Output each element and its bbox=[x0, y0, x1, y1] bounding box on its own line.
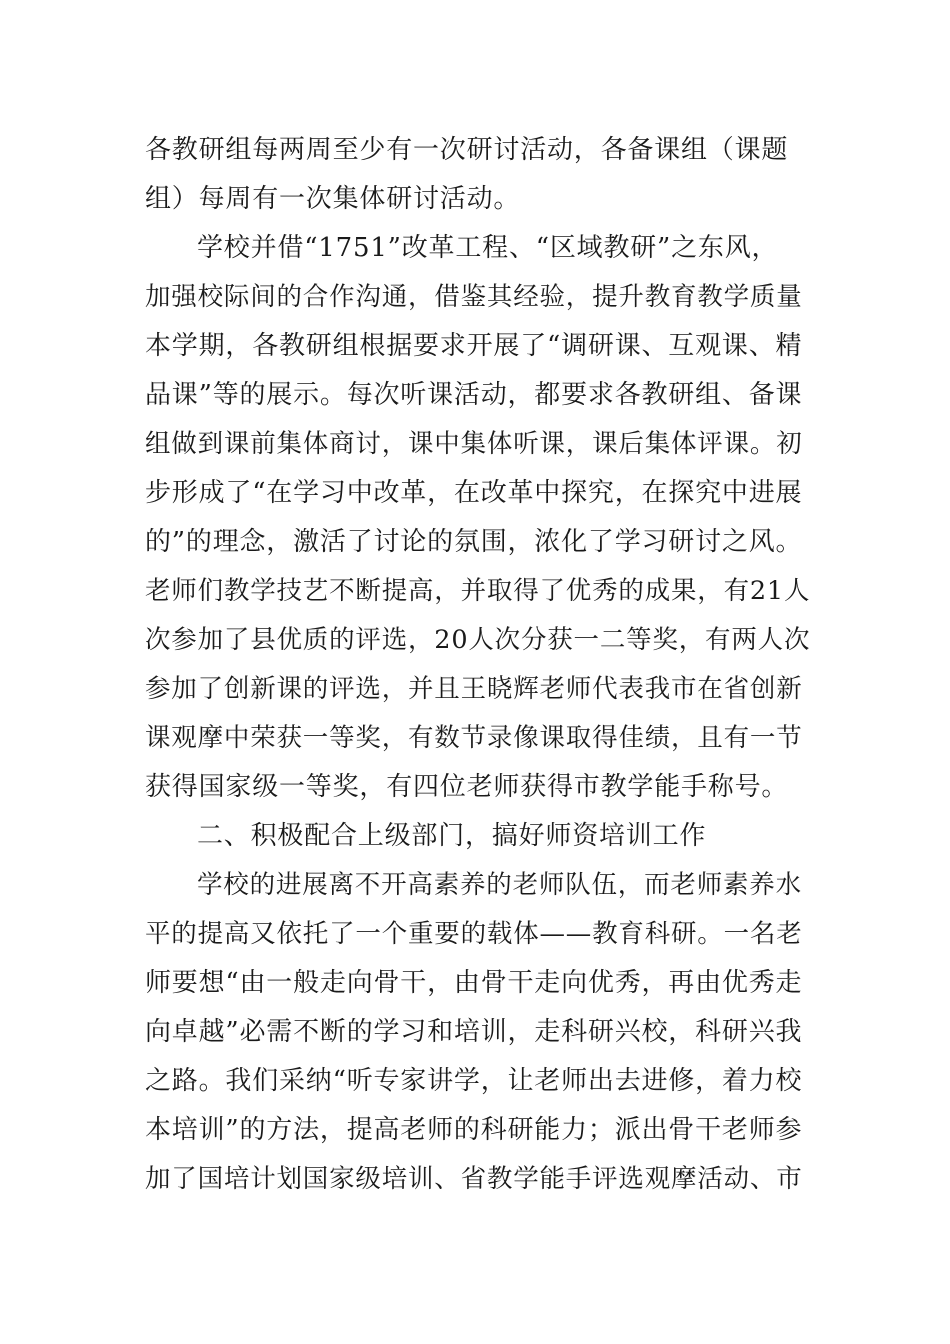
text-line: 步形成了“在学习中改革，在改革中探究，在探究中进展 bbox=[145, 478, 803, 508]
text-line: 品课”等的展示。每次听课活动，都要求各教研组、备课 bbox=[145, 380, 803, 410]
text-line: 参加了创新课的评选，并且王晓辉老师代表我市在省创新 bbox=[145, 674, 803, 704]
text-line: 向卓越”必需不断的学习和培训，走科研兴校，科研兴我 bbox=[145, 1017, 803, 1047]
text-line: 的”的理念，激活了讨论的氛围，浓化了学习研讨之风。 bbox=[145, 527, 803, 557]
text-line: 加了国培计划国家级培训、省教学能手评选观摩活动、市 bbox=[145, 1164, 803, 1194]
text-line: 组做到课前集体商讨，课中集体听课，课后集体评课。初 bbox=[145, 429, 803, 459]
text-line: 组）每周有一次集体研讨活动。 bbox=[145, 184, 521, 214]
text-line: 本培训”的方法，提高老师的科研能力；派出骨干老师参 bbox=[145, 1115, 803, 1145]
text-line: 之路。我们采纳“听专家讲学，让老师出去进修，着力校 bbox=[145, 1066, 803, 1096]
text-line: 获得国家级一等奖，有四位老师获得市教学能手称号。 bbox=[145, 772, 789, 802]
text-line: 课观摩中荣获一等奖，有数节录像课取得佳绩，且有一节 bbox=[145, 723, 803, 753]
document-body bbox=[145, 126, 810, 1204]
text-line: 学校并借“1751”改革工程、“区域教研”之东风， bbox=[197, 233, 779, 263]
text-line: 二、积极配合上级部门，搞好师资培训工作 bbox=[197, 821, 707, 851]
text-line: 加强校际间的合作沟通，借鉴其经验，提升教育教学质量 bbox=[145, 282, 803, 312]
text-line: 各教研组每两周至少有一次研讨活动，各备课组（课题 bbox=[145, 135, 789, 165]
text-line: 本学期，各教研组根据要求开展了“调研课、互观课、精 bbox=[145, 331, 803, 361]
text-line: 老师们教学技艺不断提高，并取得了优秀的成果，有21人 bbox=[145, 576, 811, 606]
text-line: 学校的进展离不开高素养的老师队伍，而老师素养水 bbox=[197, 870, 802, 900]
text-line: 平的提高又依托了一个重要的载体——教育科研。一名老 bbox=[145, 919, 803, 949]
text-line: 次参加了县优质的评选，20人次分获一二等奖，有两人次 bbox=[145, 625, 811, 655]
text-line: 师要想“由一般走向骨干，由骨干走向优秀，再由优秀走 bbox=[145, 968, 803, 998]
